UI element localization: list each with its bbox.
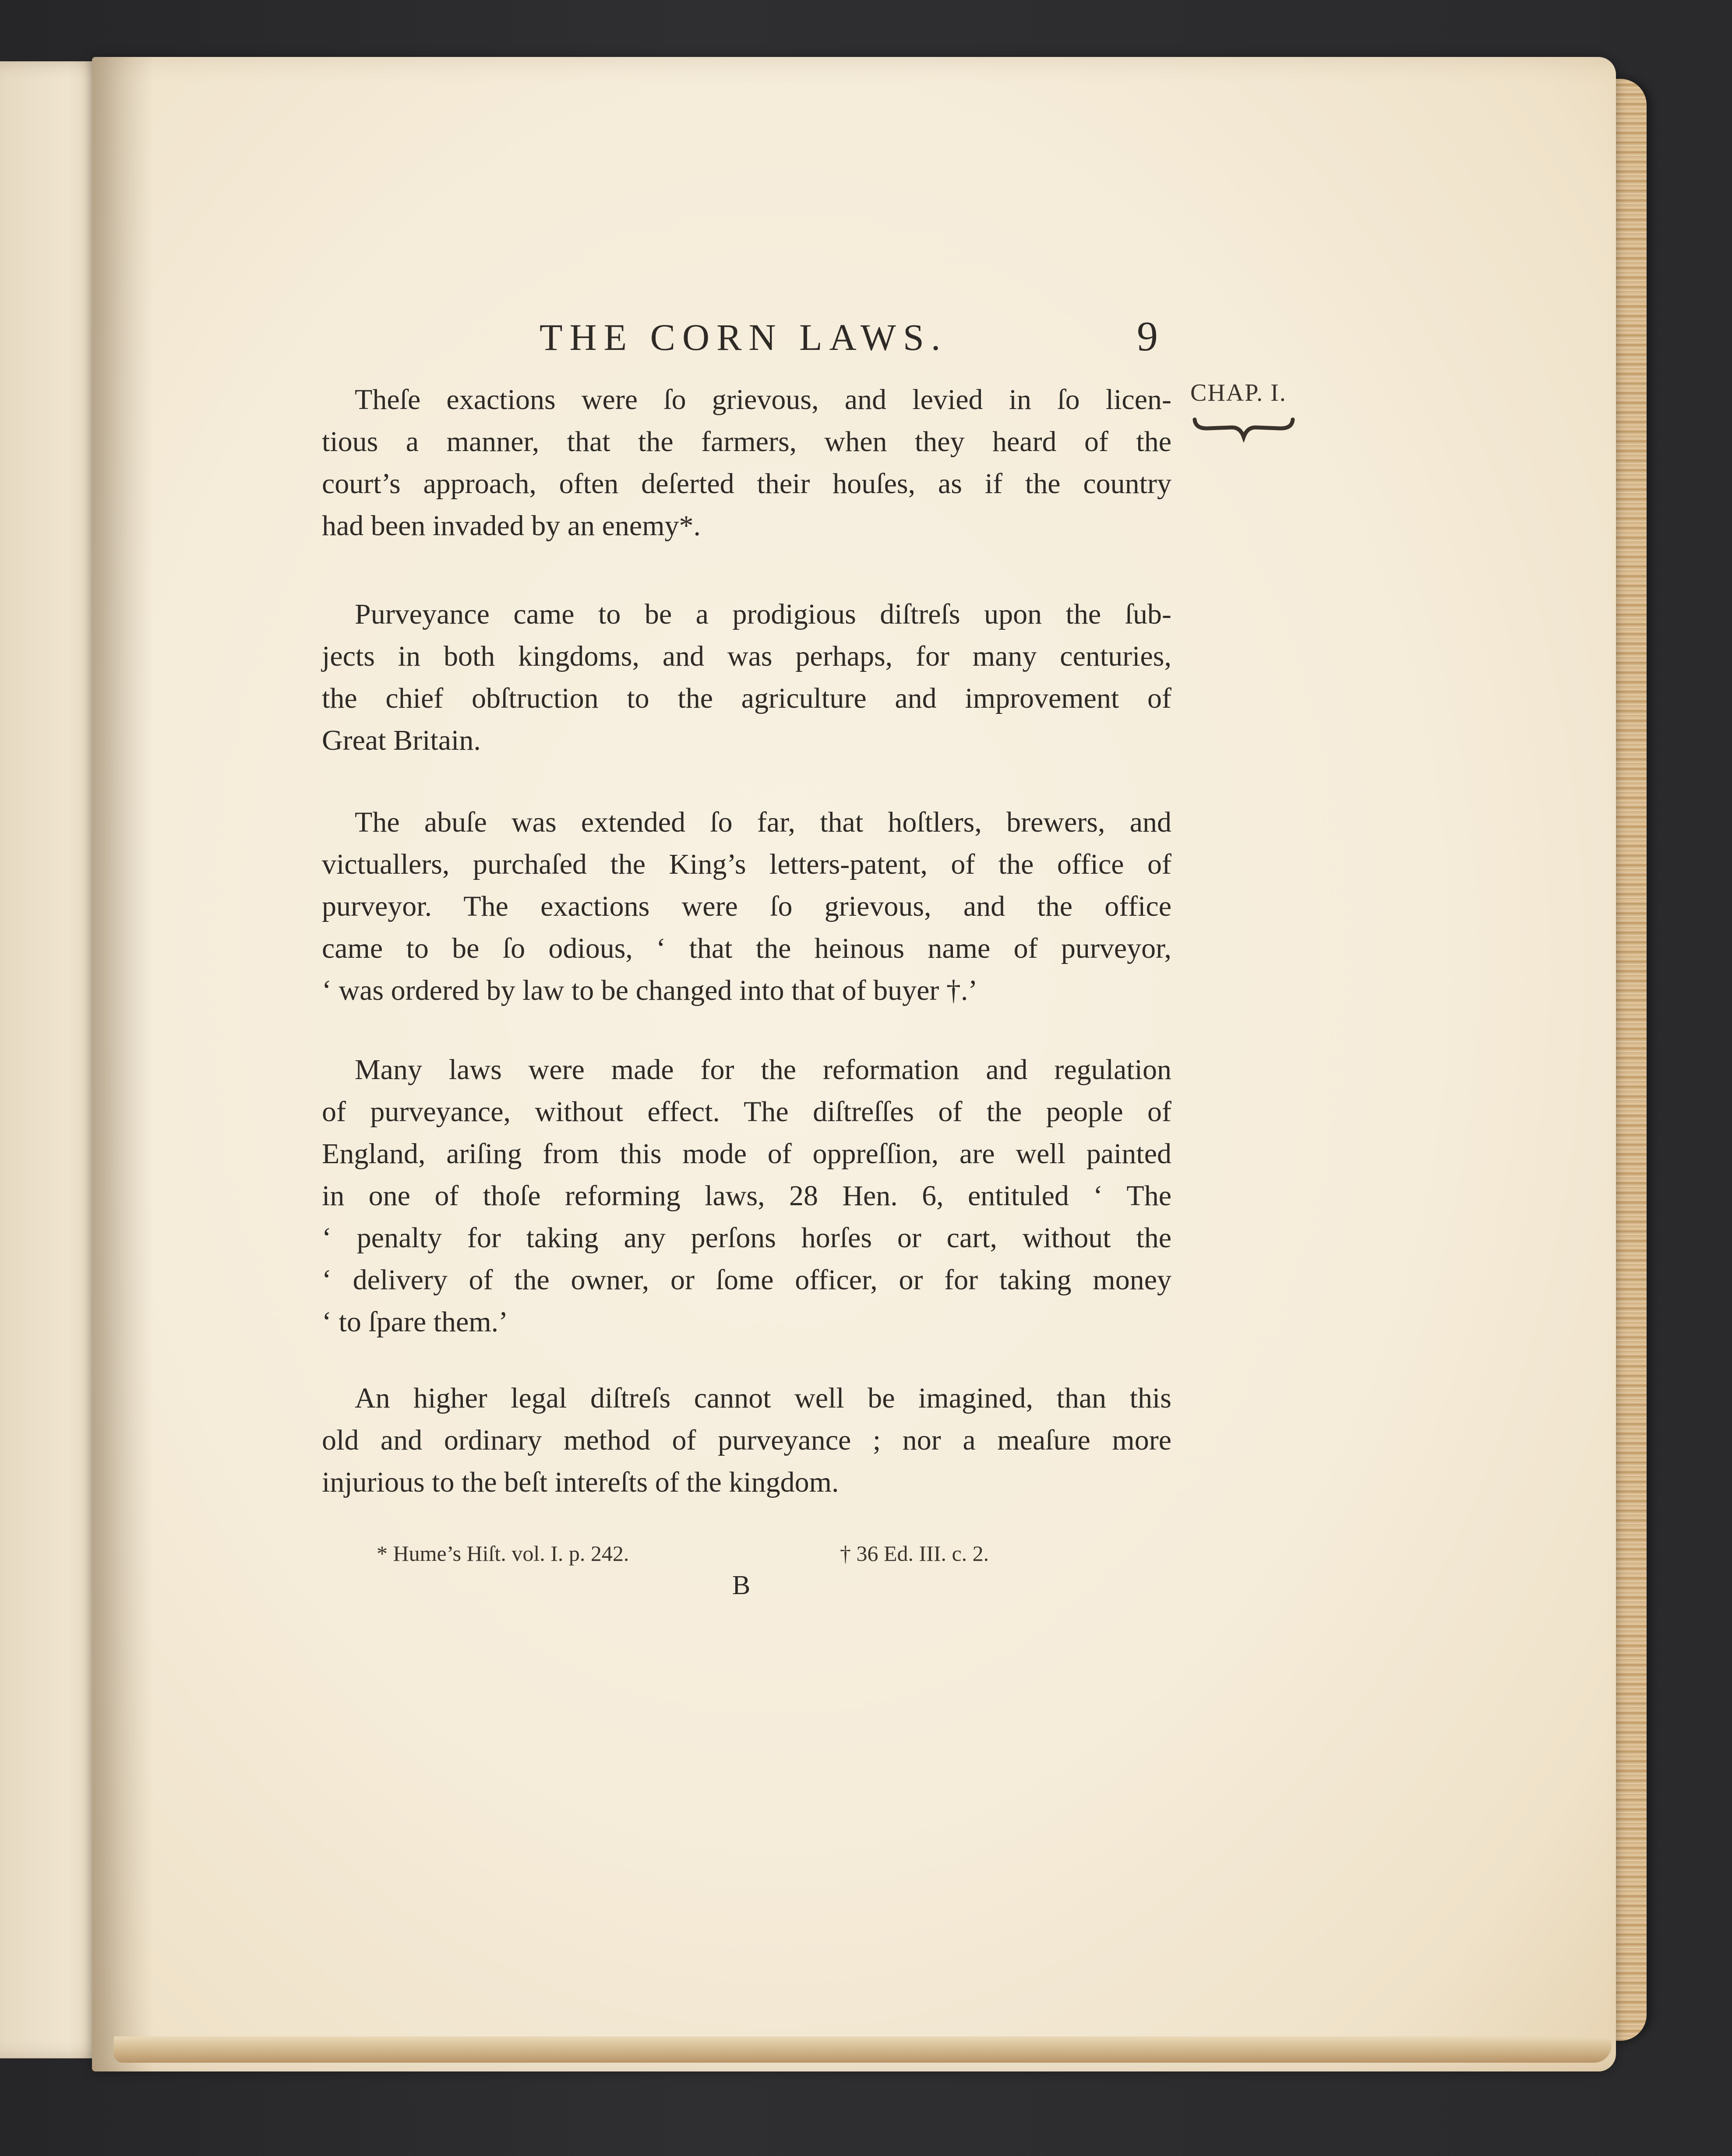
- text-line: came to be ſo odious, ‘ that the heinous name of purveyor,: [322, 932, 1171, 964]
- margin-chapter-note: CHAP. I.: [1190, 379, 1287, 406]
- text-line: ‘ was ordered by law to be changed into that of buyer †.’: [322, 974, 978, 1006]
- text-line: England, ariſing from this mode of oppreſſion, are well painted: [322, 1138, 1171, 1170]
- footnote-hume: * Hume’s Hiſt. vol. I. p. 242.: [377, 1541, 629, 1566]
- page-number: 9: [1137, 313, 1158, 360]
- text-line: of purveyance, without effect. The diſtreſſes of the people of: [322, 1096, 1171, 1128]
- text-line: ‘ penalty for taking any perſons horſes or cart, without the: [322, 1222, 1171, 1254]
- paragraph-3: [322, 801, 1171, 1012]
- text-line: ‘ to ſpare them.’: [322, 1306, 508, 1338]
- text-line: purveyor. The exactions were ſo grievous, and the office: [322, 890, 1171, 922]
- footnote-statute: † 36 Ed. III. c. 2.: [840, 1541, 989, 1566]
- brace-ornament-icon: [1191, 412, 1296, 442]
- text-line: An higher legal diſtreſs cannot well be imagined, than this: [355, 1382, 1171, 1414]
- text-line: Great Britain.: [322, 724, 481, 756]
- paragraph-5: [322, 1377, 1171, 1503]
- running-title: THE CORN LAWS.: [540, 316, 948, 358]
- text-line: court’s approach, often deſerted their houſes, as if the country: [322, 468, 1171, 500]
- gutter-shadow: [92, 57, 153, 2071]
- text-line: The abuſe was extended ſo far, that hoſtlers, brewers, and: [355, 806, 1171, 838]
- text-line: victuallers, purchaſed the King’s letters-patent, of the office of: [322, 848, 1171, 880]
- text-line: Many laws were made for the reformation and regulation: [355, 1054, 1171, 1086]
- paragraph-2: [322, 593, 1171, 762]
- text-line: injurious to the beſt intereſts of the kingdom.: [322, 1466, 839, 1498]
- text-line: Purveyance came to be a prodigious diſtreſs upon the ſub-: [355, 598, 1171, 630]
- page-bottom-edge: [114, 2036, 1612, 2063]
- signature-mark: B: [732, 1570, 751, 1600]
- text-line: Theſe exactions were ſo grievous, and levied in ſo licen-: [355, 384, 1171, 416]
- text-line: jects in both kingdoms, and was perhaps, for many centuries,: [322, 640, 1171, 672]
- paragraph-1: [322, 379, 1171, 547]
- text-line: in one of thoſe reforming laws, 28 Hen. 6, entituled ‘ The: [322, 1180, 1171, 1212]
- text-line: the chief obſtruction to the agriculture and improvement of: [322, 682, 1171, 714]
- text-line: tious a manner, that the farmers, when they heard of the: [322, 426, 1171, 458]
- paragraph-4: [322, 1049, 1171, 1343]
- text-line: old and ordinary method of purveyance ; nor a meaſure more: [322, 1424, 1171, 1456]
- text-line: had been invaded by an enemy*.: [322, 510, 701, 542]
- text-line: ‘ delivery of the owner, or ſome officer, or for taking money: [322, 1264, 1171, 1296]
